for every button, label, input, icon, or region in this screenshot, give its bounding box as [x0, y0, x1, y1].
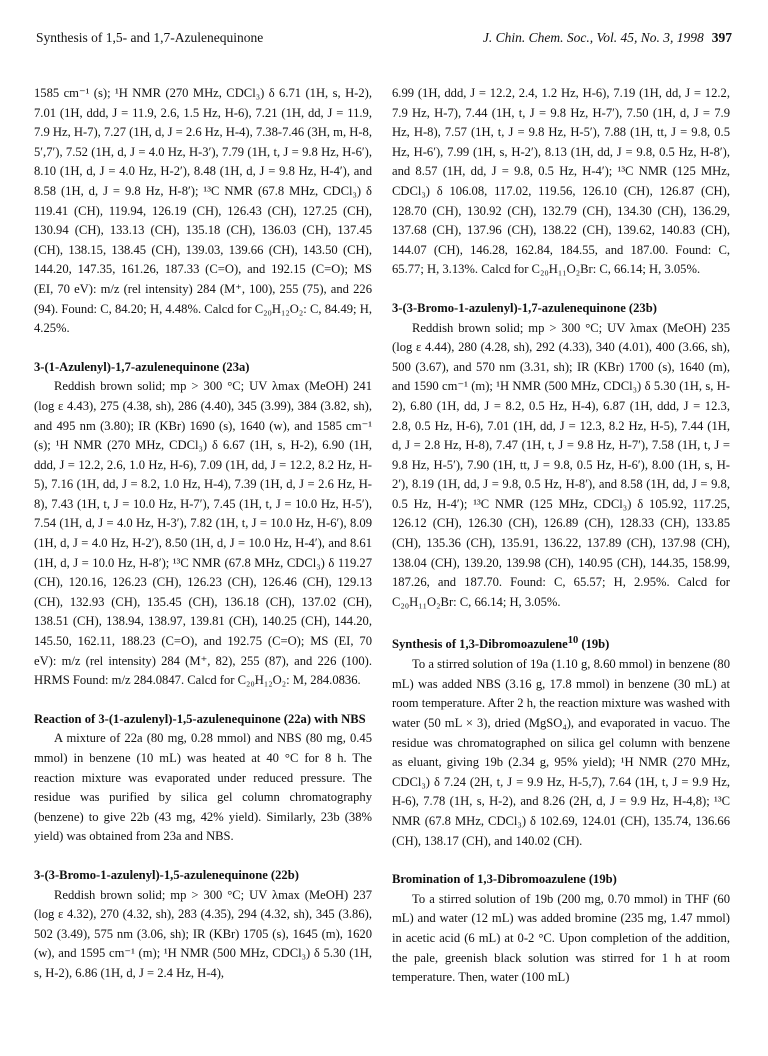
heading-text: Synthesis of 1,3-Dibromoazulene	[392, 637, 568, 652]
section-heading: 3-(1-Azulenyl)-1,7-azulenequinone (23a)	[34, 359, 250, 374]
section-heading	[392, 631, 730, 655]
paragraph: To a stirred solution of 19a (1.10 g, 8.60 mmol) in benzene (80 mL) was added NBS (3.16 g, 17.8 mmol) in benzene (30 mL) at room temperature. After 2 h, the reaction mixture was washed with water (50 mL × 3), dried (MgSO₄), and evaporated in vacuo. The residue was chromatographed on silica gel column with benzene as eluant, giving 19b (2.34 g, 95% yield); ¹H NMR (270 MHz, CDCl₃) δ 7.24 (2H, t, J = 9.9 Hz, H-5,7), 7.64 (1H, t, J = 9.9 Hz, H-6), 7.78 (1H, s, H-2), and 8.26 (2H, d, J = 9.9 Hz, H-4,8); ¹³C NMR (67.8 MHz, CDCl₃) δ 102.69, 124.01 (CH), 135.74, 136.66 (CH), 138.17 (CH), and 140.02 (CH).	[392, 657, 730, 848]
paragraph: A mixture of 22a (80 mg, 0.28 mmol) and NBS (80 mg, 0.45 mmol) in benzene (10 mL) was heated at 40 °C for 8 h. The reaction mixture was evaporated under reduced pressure. The residue was purified by silica gel column chromatography (benzene) to give 22b (43 mg, 42% yield). Similarly, 23b (38% yield) was obtained from 23a and NBS.	[34, 731, 372, 844]
paragraph: 6.99 (1H, ddd, J = 12.2, 2.4, 1.2 Hz, H-6), 7.19 (1H, dd, J = 12.2, 7.9 Hz, H-7), 7.44 (1H, t, J = 9.8 Hz, H-7′), 7.50 (1H, d, J = 7.9 Hz, H-8), 7.57 (1H, t, J = 9.8 Hz, H-5′), 7.88 (1H, tt, J = 9.8, 0.5 Hz, H-6′), 7.99 (1H, s, H-2′), 8.13 (1H, dd, J = 9.8, 0.5 Hz, H-8′), and 8.57 (1H, dd, J = 9.8, 0.5 Hz, H-4′); ¹³C NMR (125 MHz, CDCl₃) δ 106.08, 117.02, 119.56, 126.10 (CH), 126.87 (CH), 128.70 (CH), 130.92 (CH), 132.79 (CH), 134.30 (CH), 136.29, 137.68 (CH), 137.96 (CH), 138.22 (CH), 139.62, 140.83 (CH), 144.07 (CH), 146.28, 162.84, 184.55, and 187.00. Found: C, 65.77; H, 3.13%. Calcd for C₂₀H₁₁O₂Br: C, 66.14; H, 3.05%.	[392, 86, 730, 277]
section-heading: 3-(3-Bromo-1-azulenyl)-1,5-azulenequinone (22b)	[34, 867, 299, 882]
left-column	[34, 84, 372, 984]
section-heading: 3-(3-Bromo-1-azulenyl)-1,7-azulenequinone (23b)	[392, 300, 657, 315]
running-title: Synthesis of 1,5- and 1,7-Azulenequinone	[36, 30, 264, 45]
journal-info: J. Chin. Chem. Soc., Vol. 45, No. 3, 1998	[482, 30, 704, 45]
reference-superscript: 10	[567, 635, 579, 647]
section-heading: Bromination of 1,3-Dibromoazulene (19b)	[392, 872, 617, 887]
paragraph: 1585 cm⁻¹ (s); ¹H NMR (270 MHz, CDCl₃) δ 6.71 (1H, s, H-2), 7.01 (1H, ddd, J = 11.9, 2.6, 1.5 Hz, H-6), 7.21 (1H, dd, J = 11.9, 7.9 Hz, H-7), 7.27 (1H, d, J = 2.6 Hz, H-4), 7.38-7.46 (3H, m, H-8, 5′,7′), 7.52 (1H, d, J = 4.0 Hz, H-3′), 7.79 (1H, t, J = 9.8 Hz, H-6′), 8.10 (1H, d, J = 4.0 Hz, H-2′), 8.48 (1H, d, J = 9.8 Hz, H-4′), and 8.58 (1H, d, J = 9.8 Hz, H-8′); ¹³C NMR (67.8 MHz, CDCl₃) δ 119.41 (CH), 119.94, 126.19 (CH), 126.43 (CH), 127.25 (CH), 130.94 (CH), 133.13 (CH), 135.18 (CH), 136.03 (CH), 137.45 (CH), 138.15, 138.45 (CH), 139.03, 139.66 (CH), 143.50 (CH), 144.20, 147.35, 161.26, 187.33 (C=O), and 192.15 (C=O); MS (EI, 70 eV): m/z (rel intensity) 284 (M⁺, 100), 255 (75), and 226 (94). Found: C, 84.20; H, 4.48%. Calcd for C₂₀H₁₂O₂: C, 84.49; H, 4.25%.	[34, 86, 372, 336]
journal-citation	[483, 30, 732, 46]
right-column	[392, 84, 730, 988]
compound-label: (19b)	[578, 637, 610, 652]
paragraph: Reddish brown solid; mp > 300 °C; UV λmax (MeOH) 237 (log ε 4.32), 270 (4.32, sh), 283 (4.35), 294 (4.32, sh), 345 (3.86), 502 (3.49), 575 nm (3.06, sh); IR (KBr) 1705 (s), 1645 (m), 1620 (w), and 1595 cm⁻¹ (m); ¹H NMR (500 MHz, CDCl₃) δ 5.30 (1H, s, H-2), 6.86 (1H, d, J = 2.4 Hz, H-4),	[34, 887, 372, 980]
running-header	[36, 30, 732, 50]
paragraph: Reddish brown solid; mp > 300 °C; UV λmax (MeOH) 235 (log ε 4.44), 280 (4.28, sh), 292 (4.33), 340 (4.01), 400 (3.66, sh), 500 (3.67), and 570 nm (3.31, sh); IR (KBr) 1700 (s), 1640 (m), and 1590 cm⁻¹ (m); ¹H NMR (500 MHz, CDCl₃) δ 5.30 (1H, s, H-2), 6.80 (1H, dd, J = 8.2, 0.5 Hz, H-4), 6.87 (1H, ddd, J = 12.3, 2.8, 0.5 Hz, H-6), 7.01 (1H, dd, J = 12.3, 8.2 Hz, H-5), 7.44 (1H, d, J = 2.8 Hz, H-8), 7.47 (1H, t, J = 9.8 Hz, H-7′), 7.58 (1H, t, J = 9.8 Hz, H-5′), 7.90 (1H, tt, J = 9.8, 0.5 Hz, H-6′), 8.00 (1H, s, H-2′), 8.19 (1H, dd, J = 9.8, 0.5 Hz, H-8′), and 8.58 (1H, dd, J = 9.8, 0.5 Hz, H-4′); ¹³C NMR (125 MHz, CDCl₃) δ 105.92, 117.25, 126.12 (CH), 126.30 (CH), 126.89 (CH), 128.33 (CH), 133.85 (CH), 135.36 (CH), 135.91, 136.22, 137.89 (CH), 137.98 (CH), 138.04 (CH), 139.20, 139.98 (CH), 140.95 (CH), 144.35, 158.99, 187.26, and 187.70. Found: C, 65.57; H, 2.95%. Calcd for C₂₀H₁₁O₂Br: C, 66.14; H, 3.05%.	[392, 320, 730, 609]
paragraph: Reddish brown solid; mp > 300 °C; UV λmax (MeOH) 241 (log ε 4.43), 275 (4.38, sh), 286 (4.40), 345 (3.99), 384 (3.82, sh), and 495 nm (3.80); IR (KBr) 1690 (s), 1640 (w), and 1585 cm⁻¹ (s); ¹H NMR (270 MHz, CDCl₃) δ 6.67 (1H, s, H-2), 6.90 (1H, ddd, J = 12.2, 2.6, 1.0 Hz, H-6), 7.09 (1H, dd, J = 12.2, 8.2 Hz, H-5), 7.16 (1H, dd, J = 8.2, 1.0 Hz, H-4), 7.39 (1H, d, J = 2.6 Hz, H-8), 7.43 (1H, t, J = 10.0 Hz, H-7′), 7.45 (1H, t, J = 10.0 Hz, H-5′), 7.54 (1H, d, J = 4.0 Hz, H-3′), 7.82 (1H, t, J = 10.0 Hz, H-6′), 8.09 (1H, d, J = 4.0 Hz, H-2′), 8.50 (1H, d, J = 10.0 Hz, H-4′), and 8.61 (1H, d, J = 10.0 Hz, H-8′); ¹³C NMR (67.8 MHz, CDCl₃) δ 119.27 (CH), 120.16, 126.23 (CH), 126.23 (CH), 126.46 (CH), 129.13 (CH), 132.93 (CH), 135.45 (CH), 136.18 (CH), 137.02 (CH), 138.51 (CH), 138.94, 138.97, 139.81 (CH), 140.25 (CH), 144.20, 145.50, 162.11, 188.23 (C=O), and 192.75 (C=O); MS (EI, 70 eV): m/z (rel intensity) 284 (M⁺, 82), 255 (87), and 226 (100). HRMS Found: m/z 284.0847. Calcd for C₂₀H₁₂O₂: M, 284.0836.	[34, 379, 372, 688]
page-number: 397	[711, 30, 732, 45]
section-heading: Reaction of 3-(1-azulenyl)-1,5-azulenequinone (22a) with NBS	[34, 711, 366, 726]
paragraph: To a stirred solution of 19b (200 mg, 0.70 mmol) in THF (60 mL) and water (12 mL) was added bromine (235 mg, 1.47 mmol) in acetic acid (6 mL) at 0-2 °C. Upon completion of the addition, the pale, greenish black solution was stirred for 1 h at room temperature. Then, water (100 mL)	[392, 891, 730, 985]
